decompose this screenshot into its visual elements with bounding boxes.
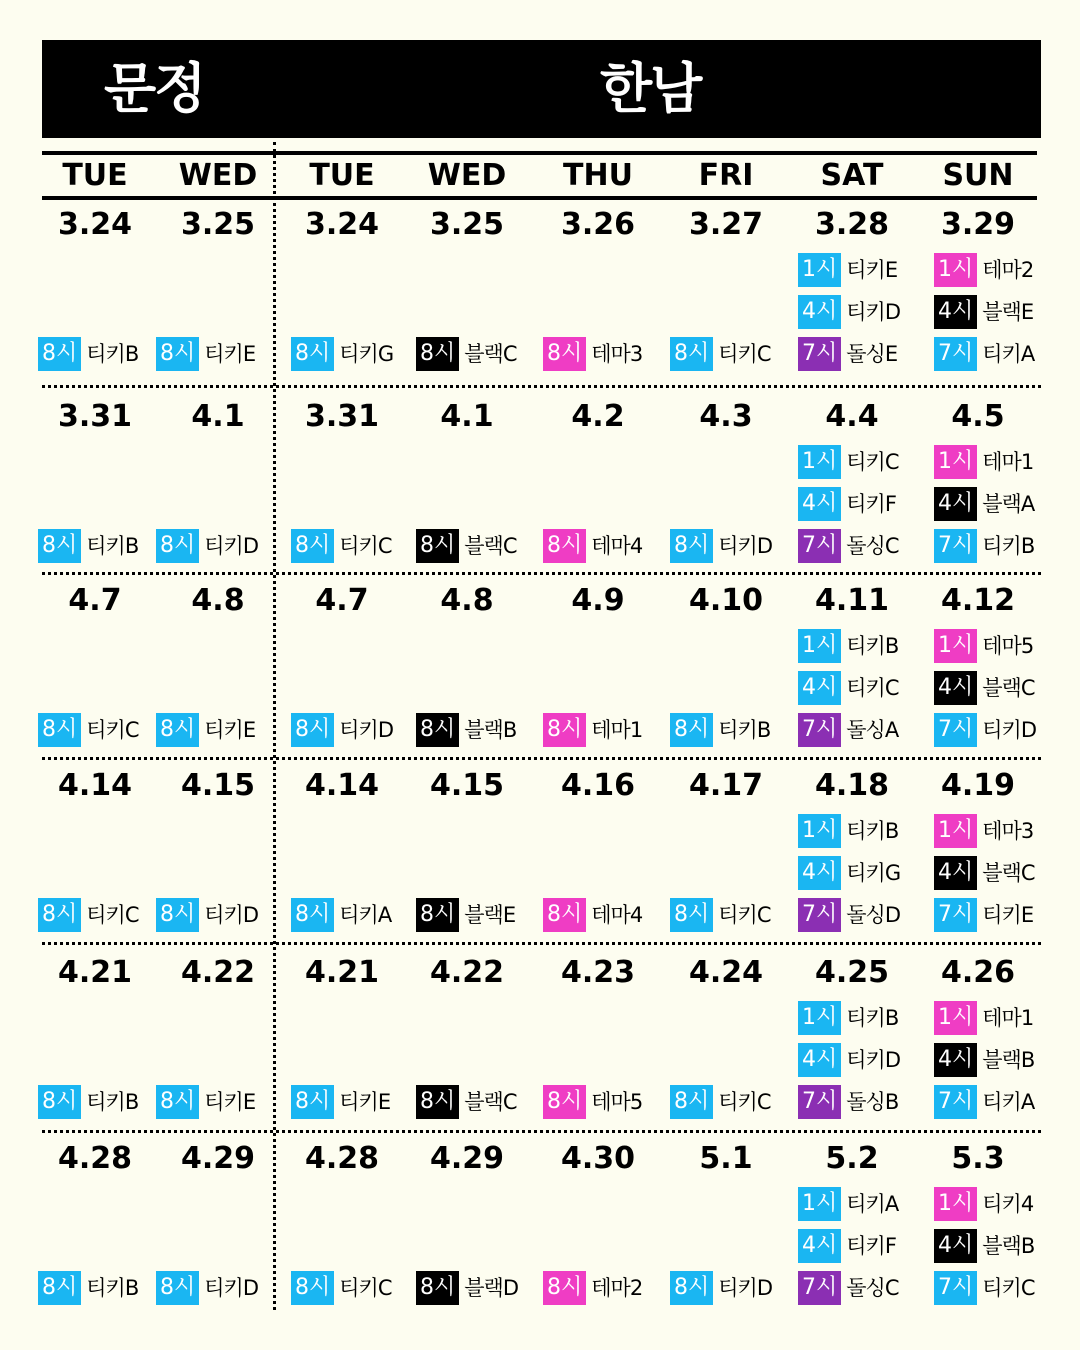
session-slot[interactable] <box>670 1085 771 1119</box>
session-name: 티키B <box>846 1006 899 1030</box>
date-label: 4.9 <box>571 583 625 618</box>
session-name: 티키B <box>982 534 1035 558</box>
time-badge: 8시 <box>38 337 81 371</box>
location-divider <box>273 142 276 1310</box>
date-label: 4.11 <box>814 583 890 618</box>
session-name: 블랙D <box>464 1276 518 1300</box>
session-name: 블랙E <box>982 300 1034 324</box>
session-slot[interactable] <box>670 337 771 371</box>
time-badge: 8시 <box>670 529 713 563</box>
session-slot[interactable] <box>798 898 900 932</box>
date-label: 3.25 <box>429 207 505 242</box>
session-name: 티키C <box>86 718 139 742</box>
time-badge: 8시 <box>38 529 81 563</box>
session-name: 테마3 <box>591 342 643 366</box>
date-label: 4.15 <box>180 768 256 803</box>
time-badge: 7시 <box>934 1085 977 1119</box>
date-label: 4.28 <box>304 1141 380 1176</box>
day-header: SAT <box>820 158 884 193</box>
session-slot[interactable] <box>798 856 900 890</box>
session-slot[interactable] <box>798 1229 896 1263</box>
date-label: 4.26 <box>940 955 1016 990</box>
session-slot[interactable] <box>798 814 898 848</box>
session-name: 티키A <box>846 1192 899 1216</box>
session-slot[interactable] <box>798 1271 899 1305</box>
session-name: 티키C <box>846 676 899 700</box>
session-name: 테마3 <box>982 819 1034 843</box>
date-label: 4.16 <box>560 768 636 803</box>
session-name: 티키A <box>982 1090 1035 1114</box>
date-label: 4.29 <box>429 1141 505 1176</box>
session-name: 돌싱D <box>846 903 900 927</box>
date-label: 3.24 <box>304 207 380 242</box>
session-name: 티키D <box>204 903 258 927</box>
session-name: 티키E <box>846 258 898 282</box>
time-badge: 1시 <box>798 1001 841 1035</box>
session-name: 티키E <box>204 1090 256 1114</box>
date-label: 4.7 <box>68 583 122 618</box>
day-header: THU <box>563 158 633 193</box>
day-header: WED <box>427 158 507 193</box>
time-badge: 8시 <box>416 1271 459 1305</box>
session-name: 테마2 <box>982 258 1034 282</box>
session-name: 티키E <box>204 342 256 366</box>
session-name: 블랙C <box>464 1090 517 1114</box>
time-badge: 8시 <box>156 713 199 747</box>
session-name: 티키4 <box>982 1192 1034 1216</box>
date-label: 4.22 <box>180 955 256 990</box>
date-label: 3.26 <box>560 207 636 242</box>
session-slot[interactable] <box>934 295 1033 329</box>
date-label: 4.18 <box>814 768 890 803</box>
day-header: TUE <box>62 158 128 193</box>
time-badge: 8시 <box>291 713 334 747</box>
week-separator <box>42 942 1041 945</box>
session-name: 테마2 <box>591 1276 643 1300</box>
date-label: 4.14 <box>304 768 380 803</box>
session-name: 테마4 <box>591 903 643 927</box>
time-badge: 8시 <box>543 898 586 932</box>
session-slot[interactable] <box>798 1001 898 1035</box>
session-slot[interactable] <box>416 713 516 747</box>
time-badge: 7시 <box>798 337 841 371</box>
time-badge: 8시 <box>543 1085 586 1119</box>
date-label: 4.17 <box>688 768 764 803</box>
time-badge: 8시 <box>670 898 713 932</box>
session-slot[interactable] <box>543 713 642 747</box>
time-badge: 4시 <box>934 487 977 521</box>
day-header: WED <box>178 158 258 193</box>
session-name: 티키C <box>86 903 139 927</box>
time-badge: 4시 <box>934 856 977 890</box>
session-slot[interactable] <box>934 629 1033 663</box>
session-name: 블랙C <box>982 676 1035 700</box>
session-slot[interactable] <box>291 898 391 932</box>
date-label: 4.8 <box>440 583 494 618</box>
session-slot[interactable] <box>798 671 899 705</box>
session-slot[interactable] <box>934 898 1033 932</box>
session-slot[interactable] <box>156 713 255 747</box>
day-header: SUN <box>942 158 1014 193</box>
session-name: 티키D <box>718 534 772 558</box>
session-name: 티키C <box>718 342 771 366</box>
time-badge: 1시 <box>934 253 977 287</box>
date-label: 4.15 <box>429 768 505 803</box>
session-slot[interactable] <box>934 487 1034 521</box>
session-slot[interactable] <box>934 445 1033 479</box>
session-slot[interactable] <box>38 529 138 563</box>
time-badge: 8시 <box>543 713 586 747</box>
session-slot[interactable] <box>291 529 392 563</box>
session-slot[interactable] <box>798 1187 898 1221</box>
session-slot[interactable] <box>38 713 139 747</box>
session-slot[interactable] <box>934 1043 1034 1077</box>
time-badge: 7시 <box>934 1271 977 1305</box>
session-slot[interactable] <box>543 1271 642 1305</box>
time-badge: 8시 <box>416 898 459 932</box>
time-badge: 8시 <box>416 337 459 371</box>
session-slot[interactable] <box>670 529 772 563</box>
date-label: 4.1 <box>440 399 494 434</box>
time-badge: 7시 <box>934 898 977 932</box>
date-label: 4.1 <box>191 399 245 434</box>
header-banner <box>42 40 1041 138</box>
session-slot[interactable] <box>934 814 1033 848</box>
session-name: 티키E <box>339 1090 391 1114</box>
time-badge: 7시 <box>798 713 841 747</box>
time-badge: 8시 <box>38 898 81 932</box>
session-slot[interactable] <box>416 337 517 371</box>
date-label: 4.24 <box>688 955 764 990</box>
time-badge: 8시 <box>38 713 81 747</box>
week-separator <box>42 572 1041 575</box>
session-slot[interactable] <box>543 529 642 563</box>
session-name: 티키D <box>846 300 900 324</box>
date-label: 3.28 <box>814 207 890 242</box>
time-badge: 8시 <box>670 1271 713 1305</box>
session-slot[interactable] <box>798 629 898 663</box>
session-slot[interactable] <box>416 529 517 563</box>
session-slot[interactable] <box>934 1187 1033 1221</box>
session-name: 티키C <box>718 903 771 927</box>
session-name: 티키B <box>846 819 899 843</box>
time-badge: 7시 <box>798 1271 841 1305</box>
session-name: 블랙E <box>464 903 516 927</box>
date-label: 5.2 <box>825 1141 879 1176</box>
session-name: 티키D <box>846 1048 900 1072</box>
session-slot[interactable] <box>38 898 139 932</box>
week-separator <box>42 757 1041 760</box>
time-badge: 8시 <box>416 529 459 563</box>
date-label: 4.14 <box>57 768 133 803</box>
session-slot[interactable] <box>543 898 642 932</box>
session-slot[interactable] <box>156 529 258 563</box>
date-label: 5.1 <box>699 1141 753 1176</box>
time-badge: 1시 <box>798 1187 841 1221</box>
session-slot[interactable] <box>38 1085 138 1119</box>
time-badge: 8시 <box>156 1271 199 1305</box>
time-badge: 4시 <box>798 1043 841 1077</box>
time-badge: 7시 <box>934 529 977 563</box>
time-badge: 7시 <box>798 898 841 932</box>
session-slot[interactable] <box>934 337 1034 371</box>
time-badge: 8시 <box>670 337 713 371</box>
session-slot[interactable] <box>934 1271 1035 1305</box>
time-badge: 4시 <box>798 671 841 705</box>
time-badge: 8시 <box>156 898 199 932</box>
session-name: 티키B <box>86 1090 139 1114</box>
time-badge: 4시 <box>934 295 977 329</box>
time-badge: 8시 <box>156 1085 199 1119</box>
session-slot[interactable] <box>934 1001 1033 1035</box>
day-header: FRI <box>698 158 754 193</box>
time-badge: 1시 <box>798 445 841 479</box>
session-name: 티키B <box>718 718 771 742</box>
time-badge: 1시 <box>934 445 977 479</box>
date-label: 4.5 <box>951 399 1005 434</box>
week-separator <box>42 1130 1041 1133</box>
session-name: 티키G <box>339 342 394 366</box>
session-name: 블랙C <box>982 861 1035 885</box>
time-badge: 1시 <box>934 1187 977 1221</box>
date-label: 4.29 <box>180 1141 256 1176</box>
date-label: 4.23 <box>560 955 636 990</box>
session-name: 돌싱C <box>846 534 899 558</box>
time-badge: 8시 <box>543 1271 586 1305</box>
date-label: 3.31 <box>57 399 133 434</box>
date-label: 4.7 <box>315 583 369 618</box>
time-badge: 7시 <box>934 337 977 371</box>
date-label: 4.30 <box>560 1141 636 1176</box>
session-name: 블랙A <box>982 492 1035 516</box>
time-badge: 8시 <box>543 529 586 563</box>
date-label: 4.8 <box>191 583 245 618</box>
session-name: 티키G <box>846 861 901 885</box>
time-badge: 1시 <box>934 629 977 663</box>
time-badge: 4시 <box>798 856 841 890</box>
session-name: 티키D <box>982 718 1036 742</box>
session-name: 티키D <box>204 1276 258 1300</box>
session-slot[interactable] <box>416 1271 518 1305</box>
date-label: 5.3 <box>951 1141 1005 1176</box>
session-slot[interactable] <box>798 487 896 521</box>
session-slot[interactable] <box>670 1271 772 1305</box>
time-badge: 8시 <box>543 337 586 371</box>
session-name: 테마1 <box>982 450 1034 474</box>
session-name: 티키B <box>86 1276 139 1300</box>
session-name: 티키A <box>339 903 392 927</box>
session-name: 티키F <box>846 492 896 516</box>
time-badge: 7시 <box>798 1085 841 1119</box>
session-slot[interactable] <box>38 337 138 371</box>
session-slot[interactable] <box>156 1271 258 1305</box>
day-header: TUE <box>309 158 375 193</box>
session-slot[interactable] <box>416 1085 517 1119</box>
time-badge: 1시 <box>934 1001 977 1035</box>
time-badge: 4시 <box>934 671 977 705</box>
session-slot[interactable] <box>798 445 899 479</box>
session-name: 블랙C <box>464 342 517 366</box>
session-name: 티키C <box>339 1276 392 1300</box>
time-badge: 8시 <box>156 529 199 563</box>
time-badge: 4시 <box>934 1229 977 1263</box>
session-slot[interactable] <box>670 713 770 747</box>
date-label: 4.4 <box>825 399 879 434</box>
session-name: 티키B <box>86 534 139 558</box>
session-slot[interactable] <box>291 1271 392 1305</box>
session-name: 블랙B <box>982 1048 1035 1072</box>
session-slot[interactable] <box>934 529 1034 563</box>
session-name: 돌싱A <box>846 718 899 742</box>
time-badge: 4시 <box>798 295 841 329</box>
session-name: 티키B <box>846 634 899 658</box>
time-badge: 7시 <box>798 529 841 563</box>
date-label: 4.12 <box>940 583 1016 618</box>
session-slot[interactable] <box>934 253 1033 287</box>
date-label: 3.29 <box>940 207 1016 242</box>
session-name: 티키E <box>204 718 256 742</box>
date-label: 4.25 <box>814 955 890 990</box>
session-name: 테마5 <box>982 634 1034 658</box>
session-slot[interactable] <box>543 337 642 371</box>
time-badge: 1시 <box>798 814 841 848</box>
session-name: 티키C <box>982 1276 1035 1300</box>
time-badge: 8시 <box>670 713 713 747</box>
session-name: 돌싱E <box>846 342 898 366</box>
date-label: 4.21 <box>57 955 133 990</box>
session-slot[interactable] <box>291 1085 390 1119</box>
session-slot[interactable] <box>798 1085 898 1119</box>
session-name: 티키E <box>982 903 1034 927</box>
time-badge: 1시 <box>798 253 841 287</box>
session-slot[interactable] <box>291 713 393 747</box>
session-slot[interactable] <box>798 295 900 329</box>
date-label: 4.22 <box>429 955 505 990</box>
session-name: 테마1 <box>591 718 643 742</box>
date-label: 4.10 <box>688 583 764 618</box>
session-slot[interactable] <box>38 1271 138 1305</box>
time-badge: 8시 <box>38 1085 81 1119</box>
date-label: 3.24 <box>57 207 133 242</box>
session-name: 티키D <box>718 1276 772 1300</box>
session-slot[interactable] <box>798 337 897 371</box>
session-name: 테마4 <box>591 534 643 558</box>
time-badge: 8시 <box>291 1271 334 1305</box>
session-name: 티키C <box>339 534 392 558</box>
session-name: 블랙B <box>982 1234 1035 1258</box>
date-label: 3.25 <box>180 207 256 242</box>
time-badge: 8시 <box>291 898 334 932</box>
date-label: 3.31 <box>304 399 380 434</box>
location-title-hannam: 한남 <box>600 57 701 120</box>
session-name: 티키D <box>339 718 393 742</box>
session-slot[interactable] <box>934 1085 1034 1119</box>
session-name: 티키F <box>846 1234 896 1258</box>
session-slot[interactable] <box>798 1043 900 1077</box>
time-badge: 4시 <box>798 487 841 521</box>
time-badge: 8시 <box>416 1085 459 1119</box>
date-label: 4.2 <box>571 399 625 434</box>
session-name: 티키C <box>718 1090 771 1114</box>
session-slot[interactable] <box>543 1085 642 1119</box>
session-name: 티키D <box>204 534 258 558</box>
session-slot[interactable] <box>934 1229 1034 1263</box>
time-badge: 8시 <box>156 337 199 371</box>
time-badge: 7시 <box>934 713 977 747</box>
date-label: 4.21 <box>304 955 380 990</box>
date-label: 3.27 <box>688 207 764 242</box>
session-slot[interactable] <box>416 898 515 932</box>
session-name: 블랙C <box>464 534 517 558</box>
session-slot[interactable] <box>156 337 255 371</box>
session-slot[interactable] <box>798 253 897 287</box>
time-badge: 1시 <box>934 814 977 848</box>
session-name: 티키C <box>846 450 899 474</box>
week-separator <box>42 385 1041 388</box>
session-name: 티키A <box>982 342 1035 366</box>
session-name: 돌싱B <box>846 1090 899 1114</box>
session-name: 블랙B <box>464 718 517 742</box>
session-slot[interactable] <box>798 713 898 747</box>
location-title-munjeong: 문정 <box>104 57 205 120</box>
session-name: 돌싱C <box>846 1276 899 1300</box>
time-badge: 4시 <box>934 1043 977 1077</box>
date-label: 4.3 <box>699 399 753 434</box>
session-name: 티키B <box>86 342 139 366</box>
time-badge: 8시 <box>291 529 334 563</box>
time-badge: 8시 <box>291 337 334 371</box>
session-slot[interactable] <box>670 898 771 932</box>
session-slot[interactable] <box>156 1085 255 1119</box>
date-label: 4.19 <box>940 768 1016 803</box>
date-label: 4.28 <box>57 1141 133 1176</box>
time-badge: 8시 <box>670 1085 713 1119</box>
session-slot[interactable] <box>934 856 1035 890</box>
time-badge: 1시 <box>798 629 841 663</box>
session-slot[interactable] <box>934 671 1035 705</box>
session-slot[interactable] <box>798 529 899 563</box>
session-name: 테마1 <box>982 1006 1034 1030</box>
session-slot[interactable] <box>156 898 258 932</box>
time-badge: 8시 <box>38 1271 81 1305</box>
time-badge: 4시 <box>798 1229 841 1263</box>
session-slot[interactable] <box>934 713 1036 747</box>
time-badge: 8시 <box>291 1085 334 1119</box>
session-name: 테마5 <box>591 1090 643 1114</box>
session-slot[interactable] <box>291 337 393 371</box>
time-badge: 8시 <box>416 713 459 747</box>
